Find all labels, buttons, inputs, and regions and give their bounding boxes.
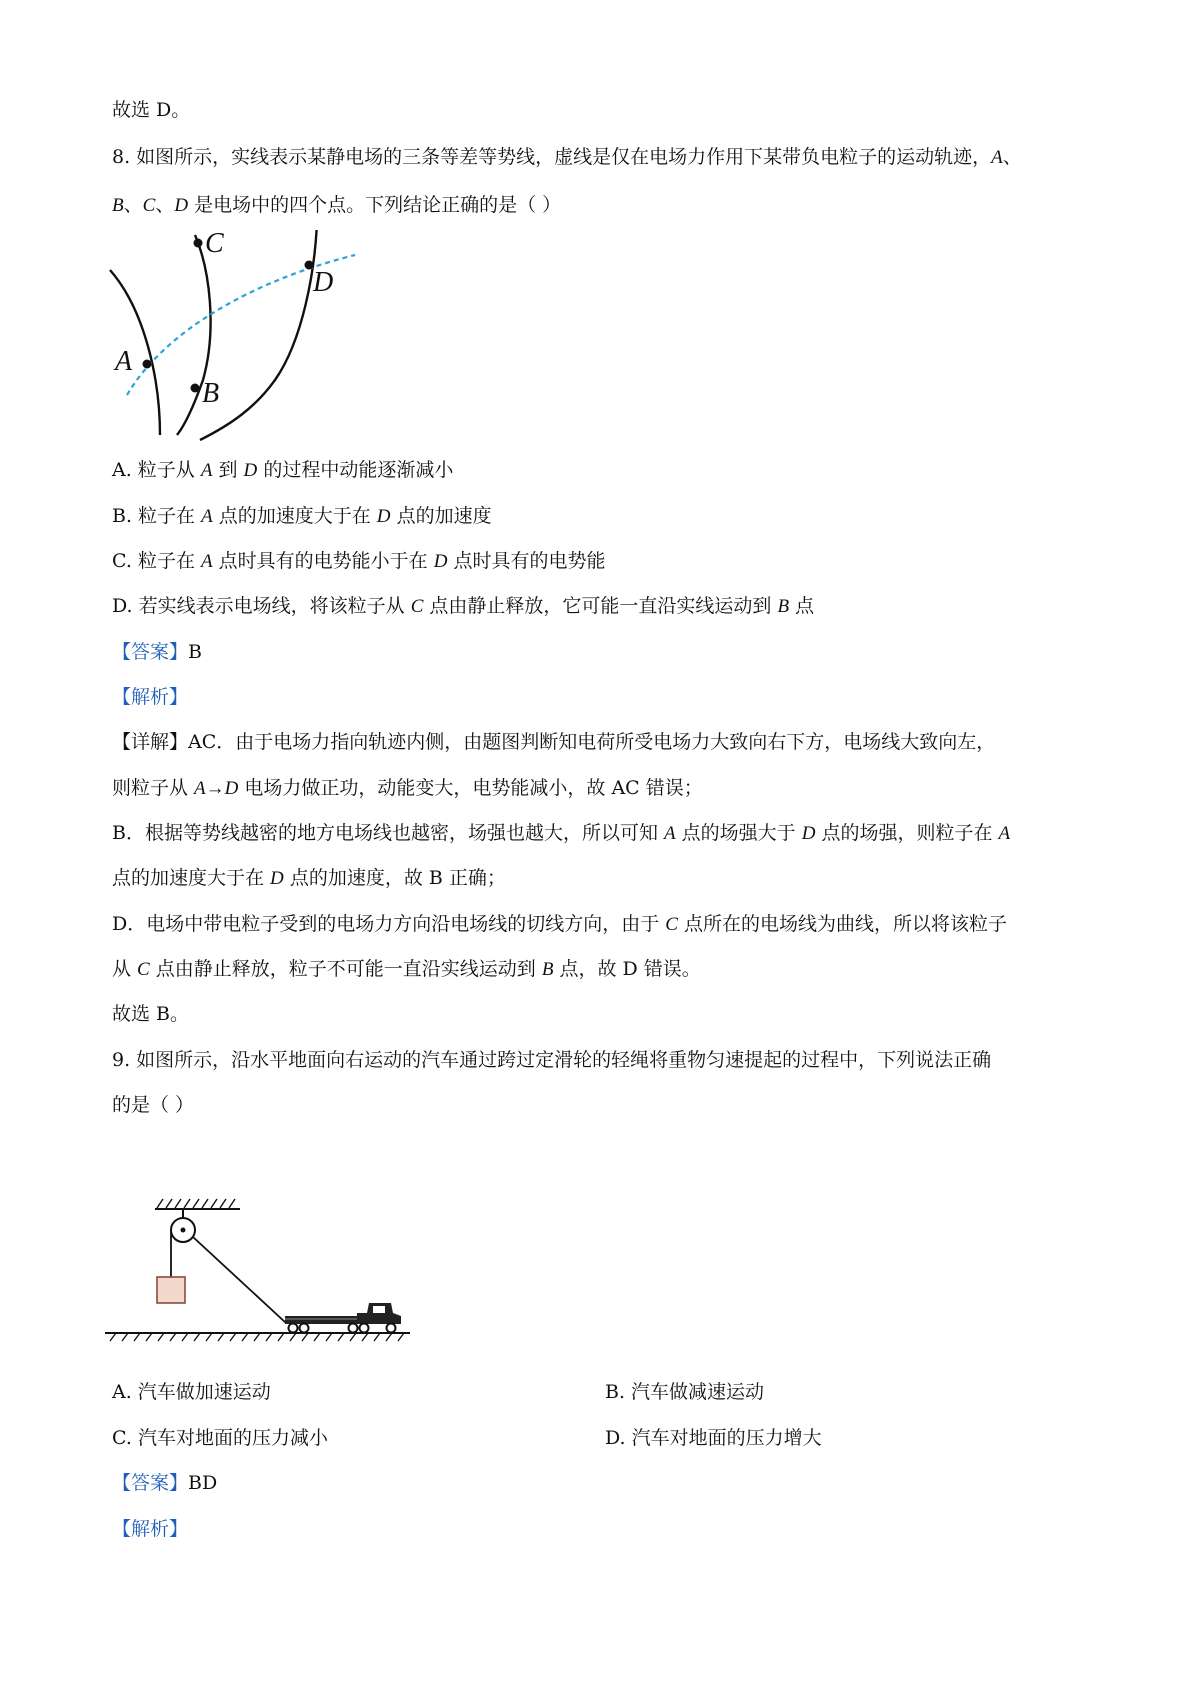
q9-answer: 【答案】BD <box>112 1472 218 1494</box>
weight-block <box>157 1277 185 1303</box>
q9-analysis-tag: 【解析】 <box>112 1518 189 1540</box>
q9-stem-line-2: 的是（ ） <box>112 1094 195 1116</box>
q8-detail-line-2: 则粒子从 A→D 电场力做正功，动能变大，电势能减小，故 AC 错误； <box>112 777 703 799</box>
point-C-dot <box>194 239 203 248</box>
q8-detail-line-6: 从 C 点由静止释放，粒子不可能一直沿实线运动到 B 点，故 D 错误。 <box>112 958 701 980</box>
point-C-label: C <box>205 230 224 259</box>
q8-option-B: B. 粒子在 A 点的加速度大于在 D 点的加速度 <box>112 505 492 527</box>
point-A-label: A <box>115 346 133 377</box>
q8-option-C: C. 粒子在 A 点时具有的电势能小于在 D 点时具有的电势能 <box>112 550 606 572</box>
ceiling-hatch <box>157 1199 235 1208</box>
q8-equipotential-figure <box>105 230 405 470</box>
q9-option-D: D. 汽车对地面的压力增大 <box>605 1427 822 1449</box>
q9-stem-line-1: 9. 如图所示，沿水平地面向右运动的汽车通过跨过定滑轮的轻绳将重物匀速提起的过程中，下列说法正确 <box>112 1049 992 1071</box>
prev-conclusion: 故选 D。 <box>112 99 191 121</box>
point-A-dot <box>143 360 152 369</box>
point-B-dot <box>191 384 200 393</box>
q8-stem-line-1: 8. 如图所示，实线表示某静电场的三条等差等势线，虚线是仅在电场力作用下某带负电粒子的运动轨迹，A、 <box>112 146 1022 168</box>
q8-detail-line-5: D．电场中带电粒子受到的电场力方向沿电场线的切线方向，由于 C 点所在的电场线为曲线，所以将该粒子 <box>112 913 1008 935</box>
q9-option-C: C. 汽车对地面的压力减小 <box>112 1427 328 1449</box>
q8-option-A: A. 粒子从 A 到 D 的过程中动能逐渐减小 <box>112 459 454 481</box>
q9-option-B: B. 汽车做减速运动 <box>605 1381 765 1403</box>
point-D-label: D <box>313 267 334 298</box>
q8-option-D: D. 若实线表示电场线，将该粒子从 C 点由静止释放，它可能一直沿实线运动到 B 点 <box>112 595 815 617</box>
rope-to-truck <box>193 1237 286 1323</box>
q8-detail-line-4: 点的加速度大于在 D 点的加速度，故 B 正确； <box>112 867 506 889</box>
q9-pulley-truck-figure <box>105 1195 445 1345</box>
q8-answer: 【答案】B <box>112 641 202 663</box>
q9-option-A: A. 汽车做加速运动 <box>112 1381 271 1403</box>
q8-conclusion: 故选 B。 <box>112 1003 190 1025</box>
q8-stem-line-2: B、C、D 是电场中的四个点。下列结论正确的是（ ） <box>112 194 562 216</box>
ground-hatch <box>110 1333 404 1341</box>
q8-detail-line-3: B．根据等势线越密的地方电场线也越密，场强也越大，所以可知 A 点的场强大于 D 点的场强，则粒子在 A <box>112 822 1011 844</box>
answer-tag: 【答案】 <box>112 1472 189 1494</box>
answer-tag: 【答案】 <box>112 641 189 663</box>
q8-analysis-tag: 【解析】 <box>112 686 189 708</box>
truck-wheels <box>289 1324 396 1333</box>
point-B-label: B <box>202 378 220 409</box>
q8-detail-line-1: 【详解】AC．由于电场力指向轨迹内侧，由题图判断知电荷所受电场力大致向右下方，电场线大致向左， <box>112 731 996 753</box>
truck-trailer <box>285 1316 357 1324</box>
detail-tag: 【详解】 <box>112 731 189 753</box>
